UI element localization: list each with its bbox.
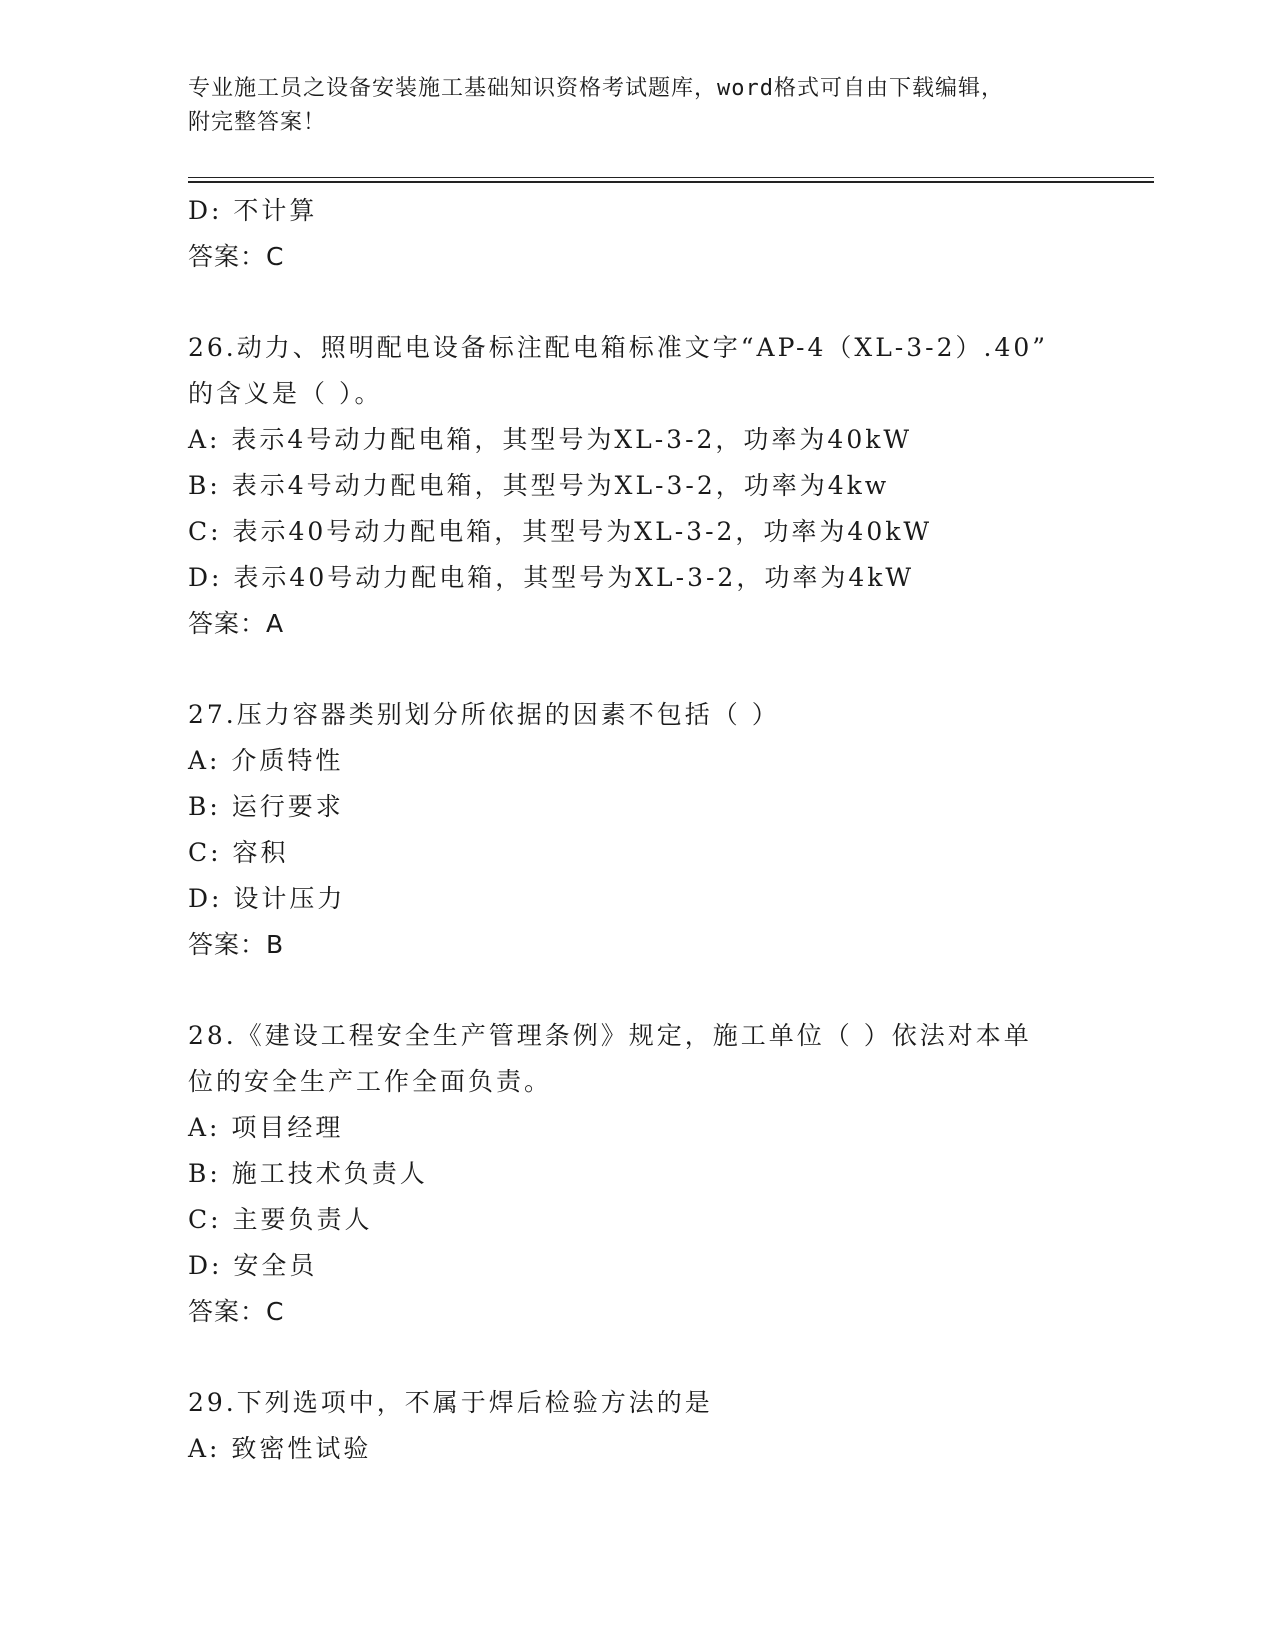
option-b: B: 表示4号动力配电箱，其型号为XL-3-2，功率为4kw	[188, 471, 890, 500]
answer-line: 答案：A	[188, 609, 285, 638]
question-stem-continued: 位的安全生产工作全面负责。	[188, 1067, 553, 1096]
document-header	[188, 72, 1068, 140]
option-b: B: 运行要求	[188, 792, 344, 821]
question-stem: 29.下列选项中，不属于焊后检验方法的是	[188, 1388, 713, 1417]
option-a: A: 表示4号动力配电箱，其型号为XL-3-2，功率为40kW	[188, 425, 913, 454]
option-a: A: 致密性试验	[188, 1434, 372, 1463]
option-a: A: 介质特性	[188, 746, 344, 775]
option-c: C: 表示40号动力配电箱，其型号为XL-3-2，功率为40kW	[188, 517, 933, 546]
answer-line: 答案：C	[188, 1297, 285, 1326]
option-d: D: 安全员	[188, 1251, 318, 1280]
header-divider-thin	[188, 177, 1154, 178]
option-a: A: 项目经理	[188, 1113, 344, 1142]
question-list	[188, 188, 1088, 1472]
option-d: D: 不计算	[188, 196, 318, 225]
option-b: B: 施工技术负责人	[188, 1159, 428, 1188]
answer-line: 答案：C	[188, 242, 285, 271]
header-divider-thick	[188, 181, 1154, 183]
header-line-1: 专业施工员之设备安装施工基础知识资格考试题库，word格式可自由下载编辑，	[188, 76, 1004, 101]
question-stem: 28.《建设工程安全生产管理条例》规定，施工单位（ ）依法对本单	[188, 1021, 1032, 1050]
option-c: C: 容积	[188, 838, 289, 867]
header-line-2: 附完整答案！	[188, 110, 327, 135]
option-c: C: 主要负责人	[188, 1205, 373, 1234]
question-stem-continued: 的含义是（ ）。	[188, 379, 383, 408]
option-d: D: 表示40号动力配电箱，其型号为XL-3-2，功率为4kW	[188, 563, 915, 592]
question-stem: 26.动力、照明配电设备标注配电箱标准文字“AP-4（XL-3-2）.40”	[188, 333, 1049, 362]
question-stem: 27.压力容器类别划分所依据的因素不包括（ ）	[188, 700, 780, 729]
option-d: D: 设计压力	[188, 884, 346, 913]
answer-line: 答案：B	[188, 930, 285, 959]
